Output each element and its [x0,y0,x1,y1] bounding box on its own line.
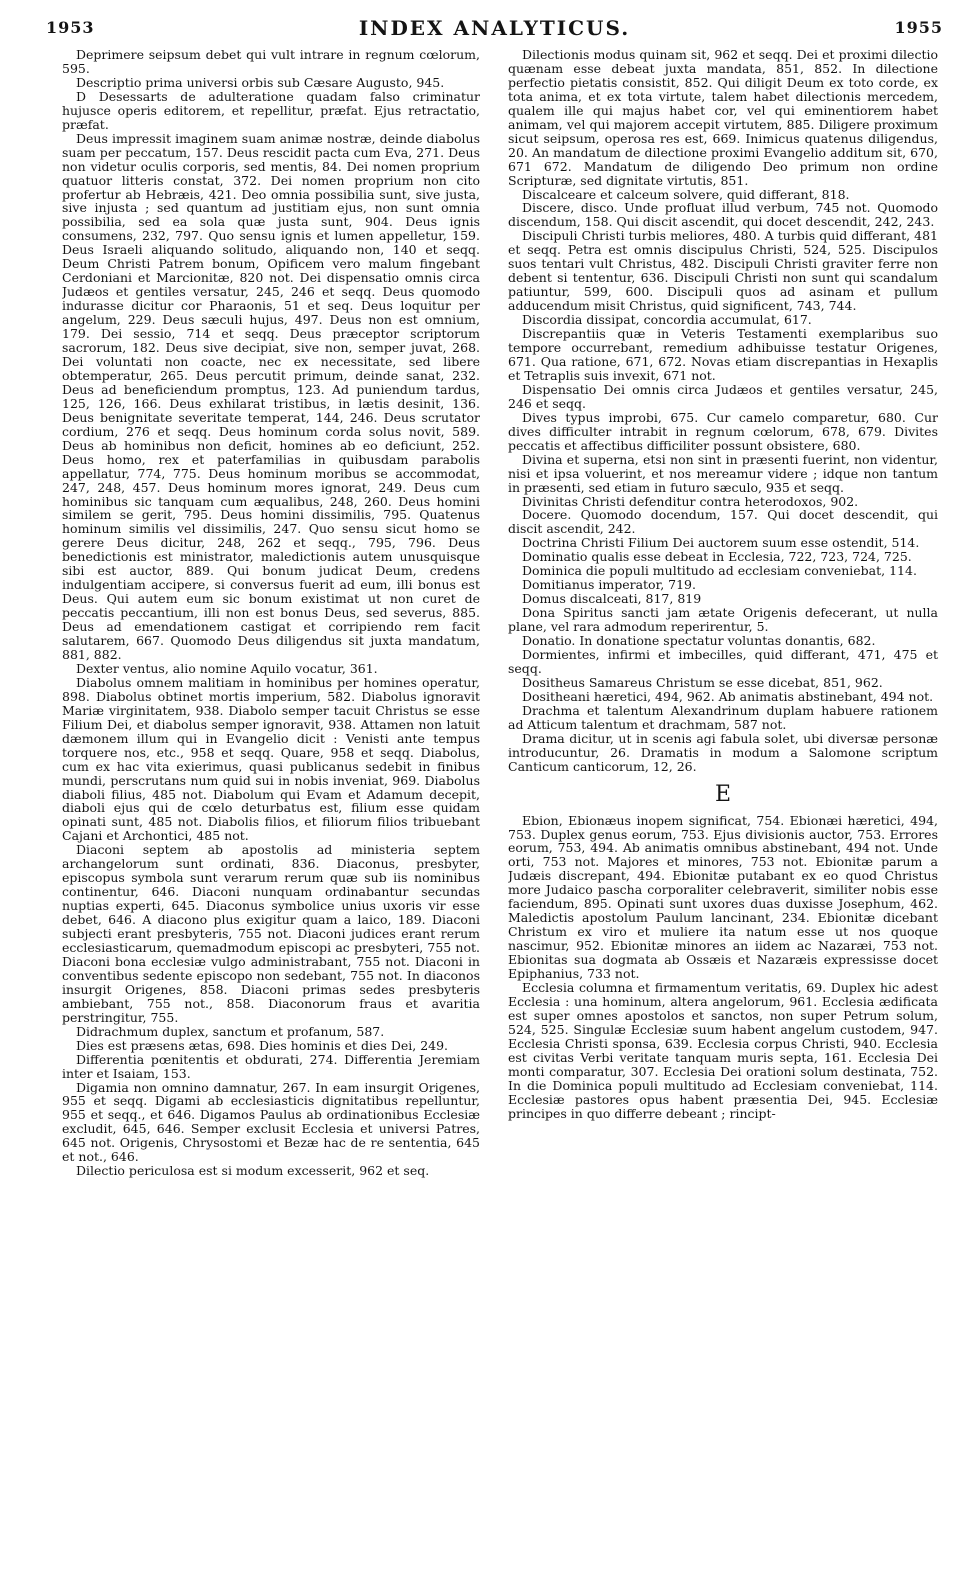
index-entry: Divina et superna, etsi non sint in præsenti fuerint, non videntur, nisi et ipsa voluerint, et nos mereamur videre ; idque non tantum in præsenti, sed etiam in futuro sæculo, 935 et seqq. [508,451,938,495]
index-entry: Ecclesia columna et firmamentum veritatis, 69. Duplex hic adest Ecclesia : una hominum, altera angelorum, 961. Ecclesia ædificata est super omnes apostolos et sanctos, non super Petrum solum, 524, 525. Singulæ Ecclesiæ suum habent angelum custodem, 947. Ecclesia Christi sponsa, 639. Ecclesia corpus Christi, 940. Ecclesia est civitas Verbi veritate tanquam muris septa, 161. Ecclesia Dei monti comparatur, 307. Ecclesia Dei orationi solum destinata, 752. In die Dominica populi multitudo ad Ecclesiam conveniebat, 114. Ecclesiæ pastores opus habent præsentia Dei, 945. Ecclesiæ principes in quo differre debeant ; rincipt- [508,980,938,1121]
index-entry: Diaconi septem ab apostolis ad ministeria septem archangelorum sunt ordinati, 836. Diaconus, presbyter, episcopus symbola sunt verarum rerum quæ sub iis nominibus continentur, 646. Diaconi nunquam ordinabantur secundas nuptias experti, 645. Diaconus symbolice unius uxoris vir esse debet, 646. A diacono plus exigitur quam a laico, 189. Diaconi subjecti erant presbyteris, 755 not. Diaconi judices erant rerum ecclesiasticarum, quemadmodum episcopi ac presbyteri, 755 not. Diaconi bona ecclesiæ vulgo administrabant, 755 not. Diaconi in conventibus sedente episcopo non sedebant, 755 not. In diaconos insurgit Origenes, 858. Diaconi primas sedes presbyteris ambiebant, 755 not., 858. Diaconorum fraus et avaritia perstringitur, 755. [62,842,480,1025]
index-entry: Dilectionis modus quinam sit, 962 et seqq. Dei et proximi dilectio quænam esse debeat juxta mandata, 851, 852. In dilectione perfectio pietatis consistit, 852. Qui diligit Deum ex toto corde, ex tota anima, et ex tota virtute, talem habet dilectionis mercedem, qualem ille qui majus habet cor, vel qui eminentiorem habet animam, vel qui majorem accepit virtutem, 885. Diligere proximum sicut seipsum, operosa res est, 669. Inimicus quatenus diligendus, 20. An mandatum de dilectione proximi Evangelio additum sit, 670, 671 672. Mandatum de diligendo Deo primum non ordine Scripturæ, sed dignitate virtutis, 851. [508,48,938,188]
index-entry: Domus discalceati, 817, 819 [522,591,702,607]
index-entry: Dilectio periculosa est si modum excesserit, 962 et seq. [76,1163,430,1179]
left-column [62,48,480,1568]
index-entry: Dositheani hæretici, 494, 962. Ab animatis abstinebant, 494 not. [522,688,934,704]
index-entry: D Desessarts de adulteratione quadam falso criminatur hujusce operis editorem, et repellitur, præfat. Ejus retractatio, præfat. [62,88,480,132]
index-entry: Differentia pœnitentis et obdurati, 274. Differentia Jeremiam inter et Isaiam, 153. [62,1051,480,1081]
index-entry: Discordia dissipat, concordia accumulat, 617. [522,312,812,328]
page-header [46,14,943,42]
index-entry: Dexter ventus, alio nomine Aquilo vocatur, 361. [76,660,378,676]
index-entry: Deprimere seipsum debet qui vult intrare in regnum cœlorum, 595. [62,48,480,76]
running-title: INDEX ANALYTICUS. [358,16,631,40]
index-entry: Dominica die populi multitudo ad ecclesiam conveniebat, 114. [522,563,917,579]
index-entry: Donatio. In donatione spectatur voluntas donantis, 682. [522,633,876,649]
index-entry: Didrachmum duplex, sanctum et profanum, 587. [76,1023,385,1039]
index-entry: Dispensatio Dei omnis circa Judæos et gentiles versatur, 245, 246 et seqq. [508,381,938,411]
index-entry: Ebion, Ebionæus inopem significat, 754. Ebionæi hæretici, 494, 753. Duplex genus eorum, 753. Ejus divisionis auctor, 753. Errores eorum, 753, 494. Ab animatis omnibus abstinebant, 494 not. Unde orti, 753 not. Majores et minores, 753 not. Ebionitæ parum a Judæis discrepant, 494. Ebionitæ putabant ex eo quod Christus more Judaico pascha corporaliter celebraverit, similiter nobis esse faciendum, 895. Opinati sunt uxores duas duxisse Josephum, 462. Maledictis apostolum Paulum lancinant, 234. Ebionitæ dicebant Christum ex viro et muliere ita natum esse ut nos quoque nascimur, 952. Ebionitæ minores an iidem ac Nazaræi, 753 not. Ebionitas sua dogmata ab Ossæis et Nazaræis expressisse docet Epiphanius, 733 not. [508,812,938,982]
index-entry: Digamia non omnino damnatur, 267. In eam insurgit Origenes, 955 et seqq. Digami ab ecclesiasticis dignitatibus repelluntur, 955 et seqq., et 646. Digamos Paulus ab ordinationibus Ecclesiæ excludit, 645, 646. Semper exclusit Ecclesia et universi Patres, 645 not. Origenis, Chrysostomi et Bezæ hac de re sententia, 645 et not., 646. [62,1079,480,1165]
index-entry: Dominatio qualis esse debeat in Ecclesia, 722, 723, 724, 725. [522,549,912,565]
index-entry: Divinitas Christi defenditur contra heterodoxos, 902. [522,493,859,509]
index-entry: Dies est præsens ætas, 698. Dies hominis et dies Dei, 249. [76,1037,449,1053]
right-page-number: 1955 [894,18,943,37]
index-entry: Dositheus Samareus Christum se esse dicebat, 851, 962. [522,674,883,690]
index-entry: Docere. Quomodo docendum, 157. Qui docet descendit, qui discit ascendit, 242. [508,507,938,537]
index-entry: Descriptio prima universi orbis sub Cæsare Augusto, 945. [76,74,445,90]
right-column [508,48,938,1568]
index-entry: Drama dicitur, ut in scenis agi fabula solet, ubi diversæ personæ introducuntur, 26. Dramatis in modum a Salomone scriptum Canticum canticorum, 12, 26. [508,730,938,774]
index-entry: Discere, disco. Unde profluat illud verbum, 745 not. Quomodo discendum, 158. Qui discit ascendit, qui docet descendit, 242, 243. [508,200,938,230]
index-entry: Doctrina Christi Filium Dei auctorem suum esse ostendit, 514. [522,535,920,551]
index-entry: Diabolus omnem malitiam in hominibus per homines operatur, 898. Diabolus obtinet mortis imperium, 582. Diabolus ignoravit Mariæ virginitatem, 938. Diabolo semper tacuit Christus se esse Filium Dei, et diabolus semper ignoravit, 938. Attamen non latuit dæmonem illum qui in Evangelio dicit : Venisti ante tempus torquere nos, etc., 958 et seqq. Quare, 958 et seqq. Diabolus, cum ex hac vita exierimus, quasi publicanus sedebit in finibus mundi, perscrutans num quid sui in nobis inveniat, 969. Diabolus diaboli filius, 485 not. Diabolum qui Evam et Adamum decepit, diaboli ejus qui de cœlo deturbatus est, filium esse quidam opinati sunt, 485 not. Diabolis filios, et filiorum filios tribuebant Cajani et Archontici, 485 not. [62,674,480,844]
index-entry: Discipuli Christi turbis meliores, 480. A turbis quid differant, 481 et seqq. Petra est omnis discipulus Christi, 524, 525. Discipulos suos tentari vult Christus, 482. Discipuli Christi graviter ferre non debent si tententur, 636. Discipuli Christi non sunt qui scandalum patiuntur, 599, 600. Discipuli quos ad asinam et pullum adducendum misit Christus, quid significent, 743, 744. [508,228,938,314]
index-entry: Dormientes, infirmi et imbecilles, quid differant, 471, 475 et seqq. [508,646,938,676]
left-page-number: 1953 [46,18,95,37]
index-entry: Dona Spiritus sancti jam ætate Origenis defecerant, ut nulla plane, vel rara admodum reperirentur, 5. [508,605,938,635]
index-entry: Deus impressit imaginem suam animæ nostræ, deinde diabolus suam per peccatum, 157. Deus rescidit pacta cum Eva, 271. Deus non videtur oculis corporis, sed mentis, 84. Dei nomen proprium quatuor litteris constat, 372. Dei nomen proprium non cito profertur ab Hebræis, 421. Deo omnia possibilia sunt, sive justa, sive injusta ; sed quantum ad justitiam ejus, non sunt omnia possibilia, sed ea sola quæ justa sunt, 904. Deus ignis consumens, 232, 797. Quo sensu ignis et lumen appelletur, 159. Deus Israeli aliquando solitudo, aliquando non, 140 et seqq. Deum Christi Patrem bonum, Opificem vero malum fingebant Cerdoniani et Marcionitæ, 820 not. Dei dispensatio omnis circa Judæos et gentiles versatur, 245, 246 et seqq. Deus quomodo indurasse dicitur cor Pharaonis, 51 et seq. Deus loquitur per angelum, 229. Deus sæculi hujus, 497. Deus non est omnium, 179. Dei sessio, 714 et seqq. Deus præceptor scriptorum sacrorum, 182. Deus sive decipiat, sive non, semper juvat, 268. Dei voluntati non coacte, nec ex necessitate, sed libere obtemperatur, 265. Deus percutit primum, deinde sanat, 232. Deus ad beneficiendum promptus, 123. Ad puniendum tardus, 125, 126, 166. Deus exhilarat tristibus, in lætis desinit, 136. Deus benignitate severitate temperat, 144, 246. Deus scrutator cordium, 276 et seqq. Deus hominum corda solus novit, 589. Deus ab hominibus non deficit, homines ab eo deficiunt, 252. Deus homo, rex et paterfamilias in quibusdam parabolis appellatur, 774, 775. Deus hominum moribus se accommodat, 247, 248, 457. Deus hominum mores ignorat, 249. Deus cum hominibus sic tanquam cum æqualibus, 248, 260. Deus homini similem se gerit, 795. Deus homini dissimilis, 795. Quatenus hominum similis vel dissimilis, 247. Quo sensu sicut homo se gerere Deus dicitur, 248, 262 et seqq., 795, 796. Deus benedictionis est ministrator, maledictionis autem unusquisque sibi est auctor, 889. Qui bonum judicat Deum, credens indulgentiam accipere, si conversus fuerit ad eum, illi bonus est Deus. Qui autem eum sic bonum existimat ut non curet de peccatis peccantium, illi non est bonus Deus, sed severus, 885. Deus ad emendationem castigat et corripiendo rem facit salutarem, 667. Quomodo Deus diligendus sit juxta mandatum, 881, 882. [62,130,480,662]
index-entry: Domitianus imperator, 719. [522,577,696,593]
index-entry: Discrepantiis quæ in Veteris Testamenti exemplaribus suo tempore occurrebant, remedium adhibuisse testatur Origenes, 671. Qua ratione, 671, 672. Novas etiam discrepantias in Hexaplis et Tetraplis suis invexit, 671 not. [508,326,938,383]
section-letter: E [714,781,732,807]
index-entry: Dives typus improbi, 675. Cur camelo comparetur, 680. Cur dives difficulter intrabit in regnum cœlorum, 678, 679. Divites peccatis et affectibus difficiliter possunt obsistere, 680. [508,409,938,453]
index-entry: Discalceare et calceum solvere, quid differant, 818. [522,186,850,202]
index-entry: Drachma et talentum Alexandrinum duplam habuere rationem ad Atticum talentum et drachmam, 587 not. [508,702,938,732]
